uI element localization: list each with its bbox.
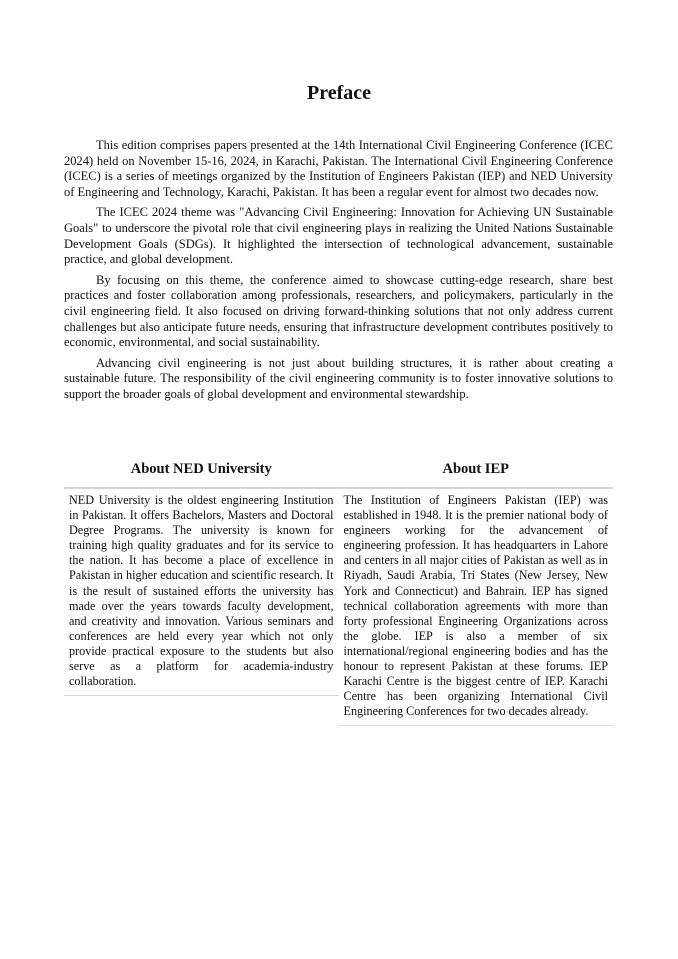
about-ned-heading: About NED University [64, 458, 339, 489]
preface-paragraph: This edition comprises papers presented at the 14th International Civil Engineering Conference (ICEC 2024) held on November 15-16, 2024, in Karachi, Pakistan. The International Civil Engineering Conference (ICEC) is a series of meetings organized by the Institution of Engineers Pakistan (IEP) and NED University of Engineering and Technology, Karachi, Pakistan. It has been a regular event for almost two decades now. [64, 138, 613, 199]
about-ned-text: NED University is the oldest engineering Institution in Pakistan. It offers Bachelors, Masters and Doctoral Degree Programs. The university is known for training high quality graduates and for its service to the nation. It has become a place of excellence in Pakistan in higher education and scientific research. It is the result of sustained efforts the university has made over the years towards faculty development, and creativity and innovation. Various seminars and conferences are held every year which not only provide practical exposure to the students but also serve as a platform for academia-industry collaboration. [64, 489, 339, 696]
preface-paragraph: Advancing civil engineering is not just about building structures, it is rather about creating a sustainable future. The responsibility of the civil engineering community is to foster innovative solutions to support the broader goals of global development and environmental stewardship. [64, 355, 613, 401]
preface-paragraph: By focusing on this theme, the conference aimed to showcase cutting-edge research, share best practices and foster collaboration among professionals, researchers, and policymakers, particularly in the civil engineering field. It also focused on driving forward-thinking solutions that not only address current challenges but also anticipate future needs, ensuring that infrastructure development contributes positively to economic, environmental, and social sustainability. [64, 272, 613, 350]
about-ned-column [64, 458, 339, 726]
about-iep-text: The Institution of Engineers Pakistan (IEP) was established in 1948. It is the premier national body of engineers working for the advancement of engineering profession. It has headquarters in Lahore and centers in all major cities of Pakistan as well as in Riyadh, Saudi Arabia, Tri States (New Jersey, New York and Connecticut) and Bahrain. IEP has signed technical collaboration agreements with more than forty professional Engineering Organizations across the globe. IEP is also a member of six international/regional engineering bodies and has the honour to represent Pakistan at these forums. IEP Karachi Centre is the biggest centre of IEP. Karachi Centre has been organizing International Civil Engineering Conferences for two decades already. [339, 489, 614, 726]
about-iep-column [339, 458, 614, 726]
about-iep-heading: About IEP [339, 458, 614, 489]
preface-body [64, 138, 613, 408]
page-title: Preface [306, 82, 372, 104]
preface-paragraph: The ICEC 2024 theme was "Advancing Civil Engineering: Innovation for Achieving UN Sustainable Goals" to underscore the pivotal role that civil engineering plays in realizing the United Nations Sustainable Development Goals (SDGs). It highlighted the intersection of technological advancement, sustainable practice, and global development. [64, 205, 613, 267]
about-columns [64, 458, 613, 726]
